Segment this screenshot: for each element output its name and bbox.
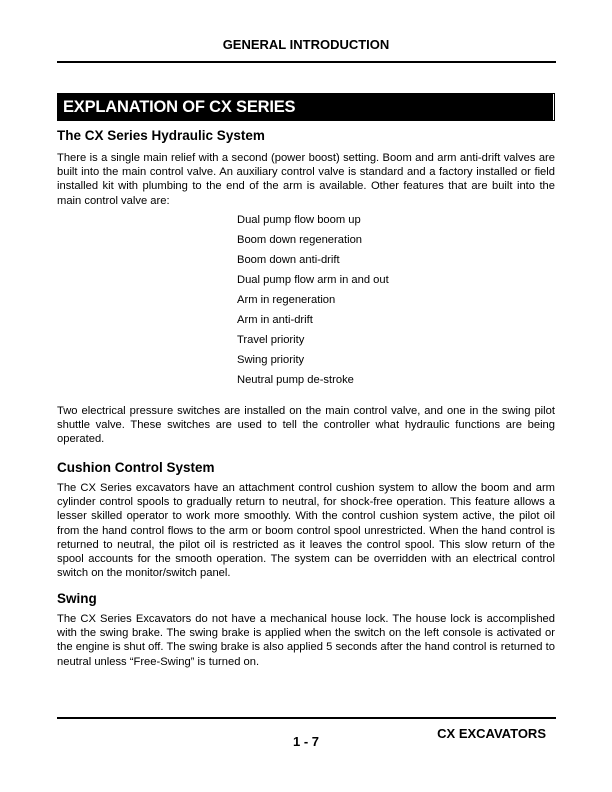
footer-title: CX EXCAVATORS: [437, 726, 546, 741]
section-banner: EXPLANATION OF CX SERIES: [57, 94, 553, 120]
list-item: Arm in regeneration: [237, 294, 336, 306]
list-item: Dual pump flow boom up: [237, 214, 361, 226]
swing-heading: Swing: [57, 591, 97, 606]
list-item: Boom down anti-drift: [237, 254, 340, 266]
footer-rule: [57, 717, 556, 719]
hydraulic-heading: The CX Series Hydraulic System: [57, 128, 265, 143]
list-item: Boom down regeneration: [237, 234, 363, 246]
page-header-title: GENERAL INTRODUCTION: [222, 37, 390, 52]
list-item: Swing priority: [237, 354, 305, 366]
hydraulic-outro: Two electrical pressure switches are installed on the main control valve, and one in the swing pilot shuttle valve. These switches are used to tell the controller what hydraulic functions are being operated.: [57, 405, 555, 446]
list-item: Travel priority: [237, 334, 305, 346]
header-rule: [57, 61, 556, 63]
list-item: Dual pump flow arm in and out: [237, 274, 389, 286]
hydraulic-intro: There is a single main relief with a second (power boost) setting. Boom and arm anti-drift valves are built into the main control valve. An auxiliary control valve is standard and a factory installed or field installed kit with plumbing to the end of the arm is available. Other features that are built into the main control valve are:: [57, 152, 555, 207]
swing-body: The CX Series Excavators do not have a mechanical house lock. The house lock is accomplished with the swing brake. The swing brake is applied when the switch on the left console is activated or the engine is shut off. The swing brake is also applied 5 seconds after the hand control is returned to neutral unless “Free-Swing” is turned on.: [57, 613, 555, 668]
feature-list: [237, 210, 389, 390]
list-item: Neutral pump de-stroke: [237, 374, 354, 386]
page-number: 1 - 7: [292, 734, 319, 749]
cushion-heading: Cushion Control System: [57, 460, 215, 475]
list-item: Arm in anti-drift: [237, 314, 313, 326]
cushion-body: The CX Series excavators have an attachment control cushion system to allow the boom and arm cylinder control spools to gradually return to neutral, for shock-free operation. This feature allows a lesser skilled operator to work more smoothly. With the control cushion system active, the pilot oil from the hand control flows to the arm or boom control spool unrestricted. When the hand control is returned to neutral, the pilot oil is restricted as it leaves the control spool. This slow return of the spool accounts for the smooth operation. The system can be overridden with an electrical control switch on the monitor/switch panel.: [57, 482, 555, 580]
